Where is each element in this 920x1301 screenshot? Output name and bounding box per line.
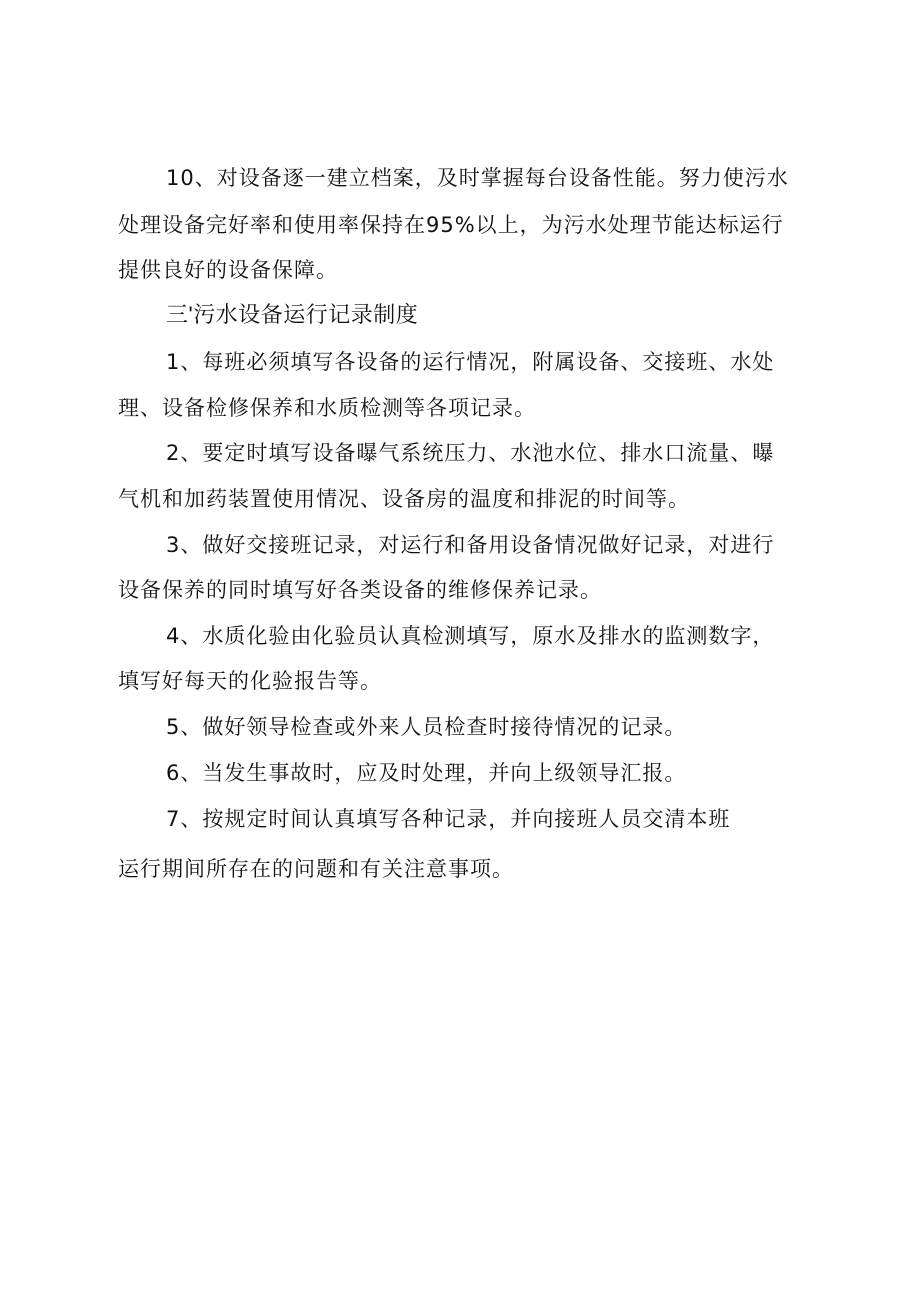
item-1-line-2: 理、设备检修保养和水质检测等各项记录。	[118, 396, 536, 420]
item-10-line-2: 处理设备完好率和使用率保持在95%以上，为污水处理节能达标运行	[118, 213, 784, 237]
item-2-line-1: 2、要定时填写设备曝气系统压力、水池水位、排水口流量、曝	[166, 441, 775, 465]
item-6-line-1: 6、当发生事故时，应及时处理，并向上级领导汇报。	[166, 761, 687, 785]
item-10-line-1: 10、对设备逐一建立档案，及时掌握每台设备性能。努力使污水	[166, 166, 789, 190]
item-5-line-1: 5、做好领导检查或外来人员检查时接待情况的记录。	[166, 715, 687, 739]
item-2-line-2: 气机和加药装置使用情况、设备房的温度和排泥的时间等。	[118, 487, 690, 511]
item-4-line-1: 4、水质化验由化验员认真检测填写，原水及排水的监测数字，	[166, 624, 775, 648]
item-3-line-1: 3、做好交接班记录，对运行和备用设备情况做好记录，对进行	[166, 533, 775, 557]
item-4-line-2: 填写好每天的化验报告等。	[118, 669, 382, 693]
section-heading: 三'污水设备运行记录制度	[166, 302, 419, 327]
item-7-line-2: 运行期间所存在的问题和有关注意事项。	[118, 857, 514, 881]
item-10-line-3: 提供良好的设备保障。	[118, 258, 338, 282]
item-7-line-1: 7、按规定时间认真填写各种记录，并向接班人员交清本班	[166, 807, 731, 831]
item-1-line-1: 1、每班必须填写各设备的运行情况，附属设备、交接班、水处	[166, 350, 775, 374]
item-3-line-2: 设备保养的同时填写好各类设备的维修保养记录。	[118, 578, 602, 602]
